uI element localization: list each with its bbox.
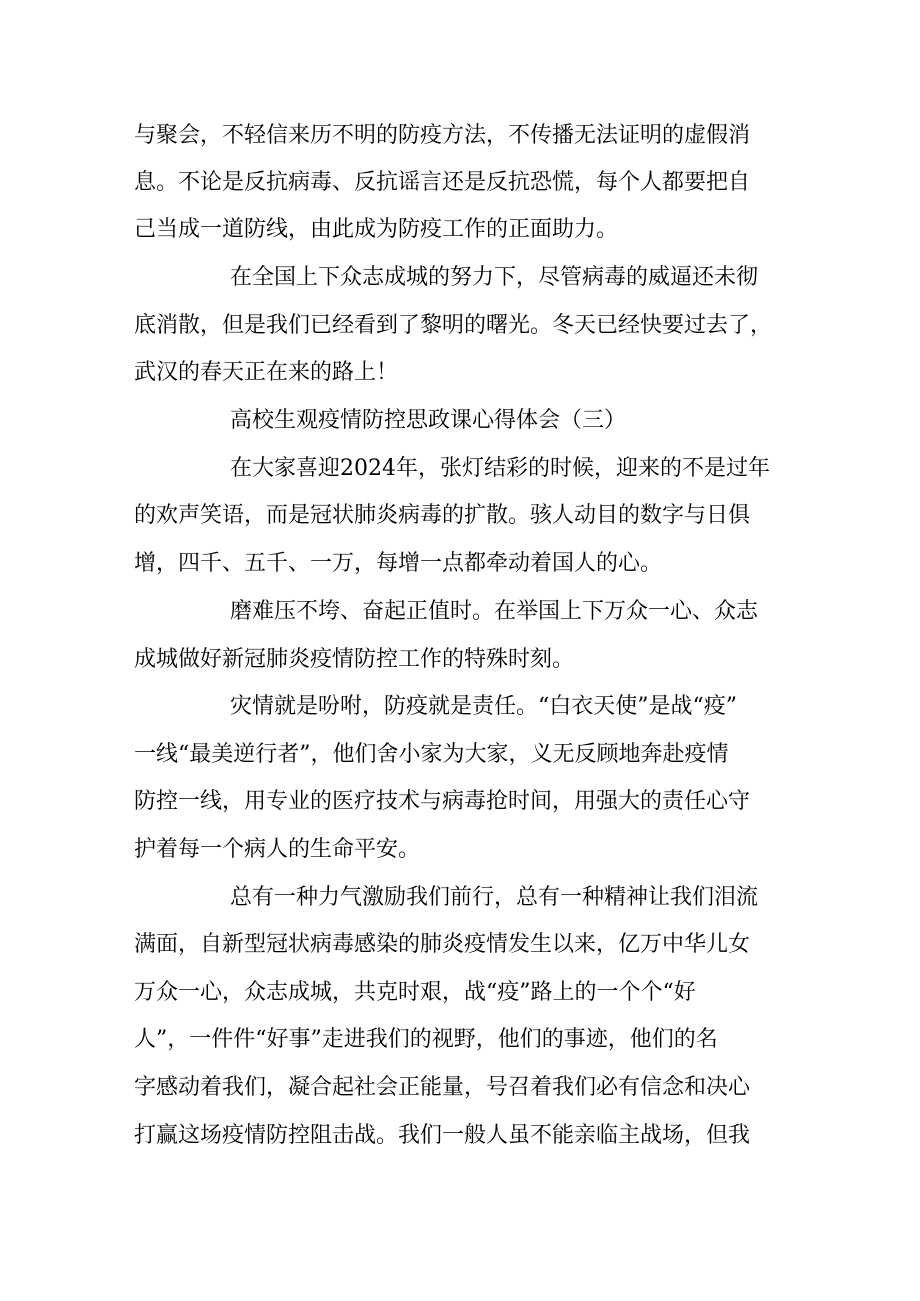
text-line: 的欢声笑语，而是冠状肺炎病毒的扩散。骇人动目的数字与日俱 <box>134 503 751 528</box>
text-line: 成城做好新冠肺炎疫情防控工作的特殊时刻。 <box>134 647 575 672</box>
text-line: 息。不论是反抗病毒、反抗谣言还是反抗恐慌，每个人都要把自 <box>134 170 751 195</box>
text-line: 满面，自新型冠状病毒感染的肺炎疫情发生以来，亿万中华儿女 <box>134 932 751 957</box>
text-line: 总有一种力气激励我们前行，总有一种精神让我们泪流 <box>230 885 759 910</box>
text-line: 灾情就是吩咐，防疫就是责任。“白衣天使”是战“疫” <box>230 694 737 719</box>
text-line: 增，四千、五千、一万，每增一点都牵动着国人的心。 <box>134 551 663 576</box>
text-line: 己当成一道防线，由此成为防疫工作的正面助力。 <box>134 217 619 242</box>
text-line: 与聚会，不轻信来历不明的防疫方法，不传播无法证明的虚假消 <box>134 123 751 148</box>
text-line: 磨难压不垮、奋起正值时。在举国上下万众一心、众志 <box>230 599 759 624</box>
text-line: 底消散，但是我们已经看到了黎明的曙光。冬天已经快要过去了， <box>134 313 773 338</box>
text-line: 打赢这场疫情防控阻击战。我们一般人虽不能亲临主战场，但我 <box>134 1123 751 1148</box>
text-line: 字感动着我们，凝合起社会正能量，号召着我们必有信念和决心 <box>134 1075 751 1100</box>
section-title: 高校生观疫情防控思政课心得体会（三） <box>230 408 627 433</box>
text-line: 在全国上下众志成城的努力下，尽管病毒的威逼还未彻 <box>230 265 759 290</box>
text-line: 一线“最美逆行者”，他们舍小家为大家，义无反顾地奔赴疫情 <box>134 742 729 767</box>
text-line: 在大家喜迎2024年，张灯结彩的时候，迎来的不是过年 <box>230 456 770 481</box>
text-line: 万众一心，众志成城，共克时艰，战“疫”路上的一个个“好 <box>134 980 696 1005</box>
text-line: 武汉的春天正在来的路上！ <box>134 360 399 385</box>
text-line: 护着每一个病人的生命平安。 <box>134 837 421 862</box>
text-line: 防控一线，用专业的医疗技术与病毒抢时间，用强大的责任心守 <box>134 789 751 814</box>
text-line: 人”，一件件“好事”走进我们的视野，他们的事迹，他们的名 <box>134 1027 718 1052</box>
